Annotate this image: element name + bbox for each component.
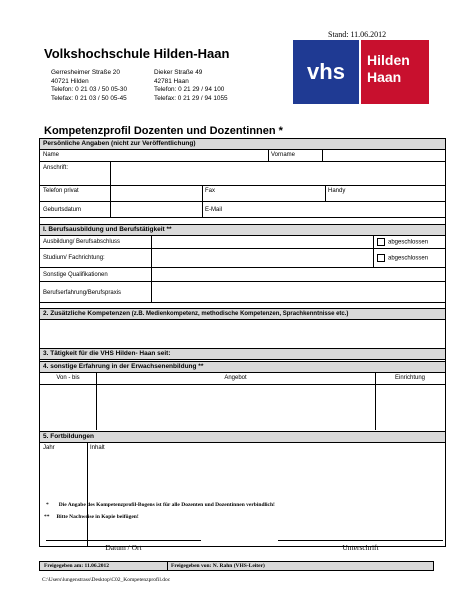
col-inhalt: Inhalt (90, 445, 105, 451)
row-berufserfahrung (40, 282, 445, 303)
row-anschrift (40, 162, 445, 186)
vhs-logo (293, 40, 429, 104)
row-telefon (40, 186, 445, 202)
section-2-title: 2. Zusätzliche Kompetenzen (43, 310, 131, 317)
handy-input[interactable] (355, 186, 443, 201)
table-header-erfahrung (40, 373, 445, 385)
address-line: Telefon: 0 21 03 / 50 05-30 (51, 86, 128, 94)
name-input[interactable] (110, 150, 266, 161)
section-4-heading: 4. sonstige Erfahrung in der Erwachsenenbildung ** (40, 361, 445, 373)
address-line: 40721 Hilden (51, 77, 89, 85)
note-1-text: Die Angabe des Kompetenzprofil-Bogens ist für alle Dozenten und Dozentinnen verbindlich! (58, 502, 275, 508)
anschrift-input[interactable] (112, 162, 442, 185)
telefon-input[interactable] (112, 186, 200, 201)
signature-line[interactable] (278, 540, 443, 541)
file-path: C:\Users\lungenstrass\Desktop\C02_Kompetenzprofil.doc (42, 577, 171, 583)
address-line: Telefax: 0 21 03 / 50 05-45 (51, 94, 127, 102)
date-place-line[interactable] (46, 540, 201, 541)
logo-line-haan: Haan (367, 69, 402, 85)
vorname-input[interactable] (324, 150, 442, 161)
section-5-heading: 5. Fortbildungen (40, 431, 445, 443)
row-sonstige (40, 268, 445, 282)
label-anschrift: Anschrift: (43, 165, 69, 171)
ausbildung-input[interactable] (153, 236, 371, 248)
address-line: Gerresheimer Straße 20 (51, 69, 120, 76)
section-3-heading: 3. Tätigkeit für die VHS Hilden- Haan seit: (40, 348, 445, 360)
col-jahr: Jahr (43, 445, 55, 451)
note-2-star: ** (44, 514, 50, 520)
label-berufserfahrung: Berufserfahrung/Berufspraxis (43, 290, 122, 296)
sonstige-input[interactable] (153, 268, 443, 281)
address-line: Telefax: 0 21 29 / 94 1055 (154, 94, 228, 102)
col-von-bis: Von - bis (56, 375, 80, 381)
label-fax: Fax (205, 188, 216, 194)
row-geburtsdatum (40, 202, 445, 218)
section-2-examples: (z.B. Medienkompetenz, methodische Kompetenzen, Sprachkenntnisse etc.) (130, 311, 349, 317)
label-email: E-Mail (205, 207, 223, 213)
col-angebot: Angebot (224, 375, 247, 381)
logo-line-hilden: Hilden (367, 52, 410, 68)
label-studium: Studium/ Fachrichtung: (43, 255, 105, 261)
label-vorname: Vorname (271, 152, 296, 158)
address-line: 42781 Haan (154, 77, 189, 85)
label-sonstige-qualifikationen: Sonstige Qualifikationen (43, 272, 108, 278)
row-name (40, 150, 445, 162)
stand-date: Stand: 11.06.2012 (328, 30, 387, 39)
email-input[interactable] (230, 202, 442, 217)
row-ausbildung (40, 236, 445, 249)
section-2-heading (40, 308, 445, 320)
vhs-logo-mark: vhs (293, 40, 359, 104)
table-body-erfahrung[interactable] (40, 385, 445, 430)
label-handy: Handy (328, 188, 346, 194)
address-line: Telefon: 0 21 29 / 94 100 (154, 86, 225, 94)
address-line: Dieker Straße 49 (154, 69, 203, 76)
freigegeben-von: Freigegeben von: N. Rahn (VHS-Leiter) (171, 563, 265, 569)
label-unterschrift: Unterschrift (342, 543, 379, 552)
freigegeben-am: Freigegeben am: 11.06.2012 (44, 563, 109, 569)
note-2 (44, 505, 139, 523)
release-footer (39, 561, 434, 571)
label-datum-ort: Datum / Ort (105, 543, 142, 552)
section-personal-heading: Persönliche Angaben (nicht zur Veröffentlichung) (40, 138, 445, 150)
kompetenzen-input[interactable] (40, 320, 445, 347)
label-name: Name (43, 152, 60, 158)
label-ausbildung: Ausbildung/ Berufsabschluss (43, 239, 121, 245)
checkbox-abgeschlossen-ausbildung[interactable] (377, 238, 428, 246)
geburtsdatum-input[interactable] (112, 202, 200, 217)
berufserfahrung-input[interactable] (153, 282, 443, 302)
fax-input[interactable] (230, 186, 322, 201)
note-1-star: * (46, 502, 49, 508)
row-studium (40, 249, 445, 268)
section-1-heading: I. Berufsausbildung und Berufstätigkeit ** (40, 224, 445, 236)
address-hilden (51, 69, 127, 103)
table-header-fortbildungen (40, 443, 445, 453)
checkbox-label: abgeschlossen (388, 239, 429, 246)
studium-input[interactable] (153, 249, 371, 267)
form-title: Kompetenzprofil Dozenten und Dozentinnen * (44, 125, 283, 137)
note-2-text: Bitte Nachweise in Kopie beifügen! (56, 514, 139, 520)
label-telefon: Telefon privat (43, 188, 79, 194)
organization-title: Volkshochschule Hilden-Haan (44, 46, 230, 61)
label-geburtsdatum: Geburtsdatum (43, 207, 82, 213)
vhs-logo-city (361, 40, 429, 104)
checkbox-abgeschlossen-studium[interactable] (377, 254, 428, 262)
checkbox-label: abgeschlossen (388, 255, 429, 262)
competence-form (39, 138, 446, 547)
col-einrichtung: Einrichtung (394, 375, 426, 381)
address-haan (154, 69, 228, 103)
